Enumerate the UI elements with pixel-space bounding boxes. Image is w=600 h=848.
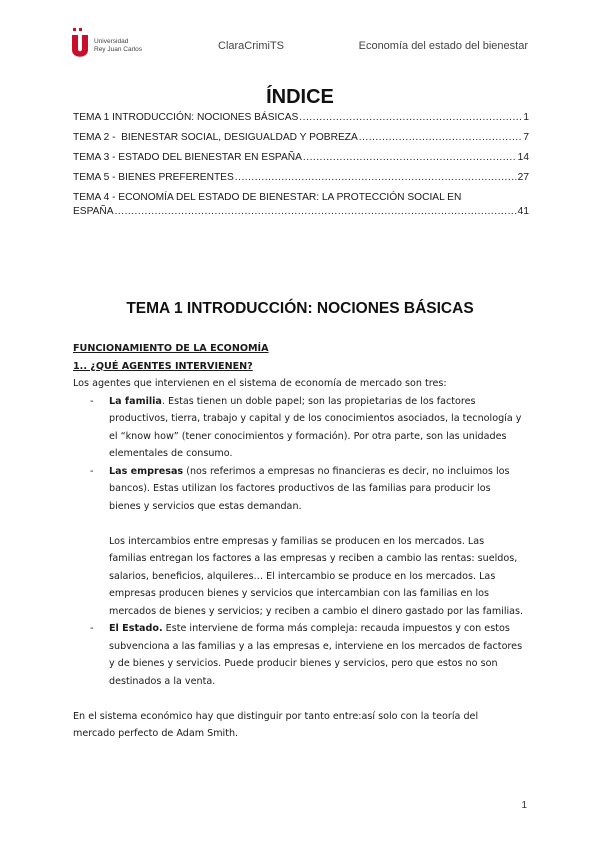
toc-entry-label: ESPAÑA: [73, 206, 114, 217]
list-dash: -: [90, 395, 94, 407]
list-item-text: elementales de consumo.: [109, 448, 233, 459]
list-item-text: subvenciona a las familias y a las empresas e, interviene en los mercados de factores: [109, 640, 523, 652]
toc-leader: [359, 132, 523, 143]
paragraph-line: empresas producen bienes y servicios que intercambian con las familias en los: [109, 588, 490, 599]
list-item-text: bienes y servicios que estas demandan.: [109, 500, 302, 512]
agents-list-cont: [73, 620, 533, 690]
toc-entry-page: 14: [517, 152, 529, 163]
urjc-logo-icon: [70, 26, 90, 60]
toc-entry[interactable]: [73, 132, 529, 143]
list-item-text: y de bienes y servicios. Puede producir bienes y servicios, pero que estos no son: [109, 658, 498, 669]
list-item-text: destinados a la venta.: [109, 675, 216, 687]
toc-title: ÍNDICE: [266, 86, 334, 108]
toc-entry-line1[interactable]: TEMA 4 - ECONOMÍA DEL ESTADO DE BIENESTAR: LA PROTECCIÓN SOCIAL EN: [73, 192, 462, 203]
list-item-term: Las empresas: [109, 465, 184, 477]
list-item-term: El Estado.: [109, 623, 163, 634]
paragraph-line: familias entregan los factores a las empresas y reciben a cambio las rentas: sueldos,: [109, 553, 518, 564]
body-text: [73, 340, 533, 743]
toc-entry-page: 7: [523, 132, 529, 143]
list-item-text: Este interviene de forma más compleja: recauda impuestos y con estos: [162, 623, 510, 634]
toc-entry[interactable]: [73, 172, 529, 183]
section-title: TEMA 1 INTRODUCCIÓN: NOCIONES BÁSICAS: [126, 300, 474, 317]
toc-entry[interactable]: [73, 152, 529, 163]
toc-leader: [115, 206, 517, 217]
list-item-term: La familia: [109, 395, 162, 407]
heading-agents: 1.. ¿QUÉ AGENTES INTERVIENEN?: [73, 360, 253, 372]
toc-entry-page: 1: [523, 112, 529, 123]
list-item-text: (nos referimos a empresas no financieras es decir, no incluimos los: [183, 465, 510, 477]
toc-leader: [299, 112, 522, 123]
toc-entry[interactable]: [73, 206, 529, 217]
header-author: ClaraCrimiTS: [218, 40, 284, 52]
list-dash: -: [90, 465, 94, 477]
page-number: 1: [521, 800, 527, 811]
paragraph-line: salarios, beneficios, alquileres… El intercambio se produce en los mercados. Las: [109, 570, 496, 582]
heading-functioning: FUNCIONAMIENTO DE LA ECONOMÍA: [73, 343, 269, 354]
toc-entry-label: TEMA 2 - BIENESTAR SOCIAL, DESIGUALDAD Y POBREZA: [73, 132, 358, 143]
list-item-text: productivos, tierra, trabajo y capital y de los conocimientos asociados, la tecnología y: [109, 413, 522, 424]
agents-list: [73, 393, 533, 516]
logo-text: [94, 38, 142, 54]
closing-paragraph: [73, 708, 533, 743]
toc-entry-label: TEMA 1 INTRODUCCIÓN: NOCIONES BÁSICAS: [73, 112, 299, 123]
paragraph-line: En el sistema económico hay que distinguir por tanto entre:así solo con la teoría del: [73, 710, 479, 722]
toc-entry-page: 27: [517, 172, 529, 183]
list-item-text: . Estas tienen un doble papel; son las propietarias de los factores: [161, 395, 476, 407]
paragraph-line: Los intercambios entre empresas y familias se producen en los mercados. Las: [109, 535, 485, 547]
list-item: [73, 393, 533, 463]
logo-line2: Rey Juan Carlos: [94, 46, 143, 53]
intro-paragraph: Los agentes que intervienen en el sistema de economía de mercado son tres:: [73, 378, 447, 389]
university-logo: [70, 26, 160, 62]
toc-entry-label: TEMA 5 - BIENES PREFERENTES: [73, 172, 234, 183]
logo-line1: Universidad: [94, 38, 129, 45]
toc-leader: [303, 152, 517, 163]
list-dash: -: [90, 623, 94, 634]
list-item: [73, 620, 533, 690]
exchange-paragraph: [73, 533, 533, 621]
toc-entry-page: 41: [517, 206, 529, 217]
toc-entry[interactable]: [73, 112, 529, 123]
header-subject: Economía del estado del bienestar: [358, 40, 528, 52]
list-item-text: el “know how” (tener conocimientos y formación). Por otra parte, son las unidades: [109, 430, 507, 442]
list-item-text: bancos). Estas utilizan los factores productivos de las familias para producir los: [109, 483, 491, 494]
paragraph-line: mercado perfecto de Adam Smith.: [73, 728, 239, 739]
list-item: [73, 463, 533, 516]
paragraph-line: mercados de bienes y servicios; y reciben a cambio el dinero gastado por las familias.: [109, 605, 524, 617]
toc-entry-label: TEMA 3 - ESTADO DEL BIENESTAR EN ESPAÑA: [73, 152, 302, 163]
toc-leader: [235, 172, 517, 183]
